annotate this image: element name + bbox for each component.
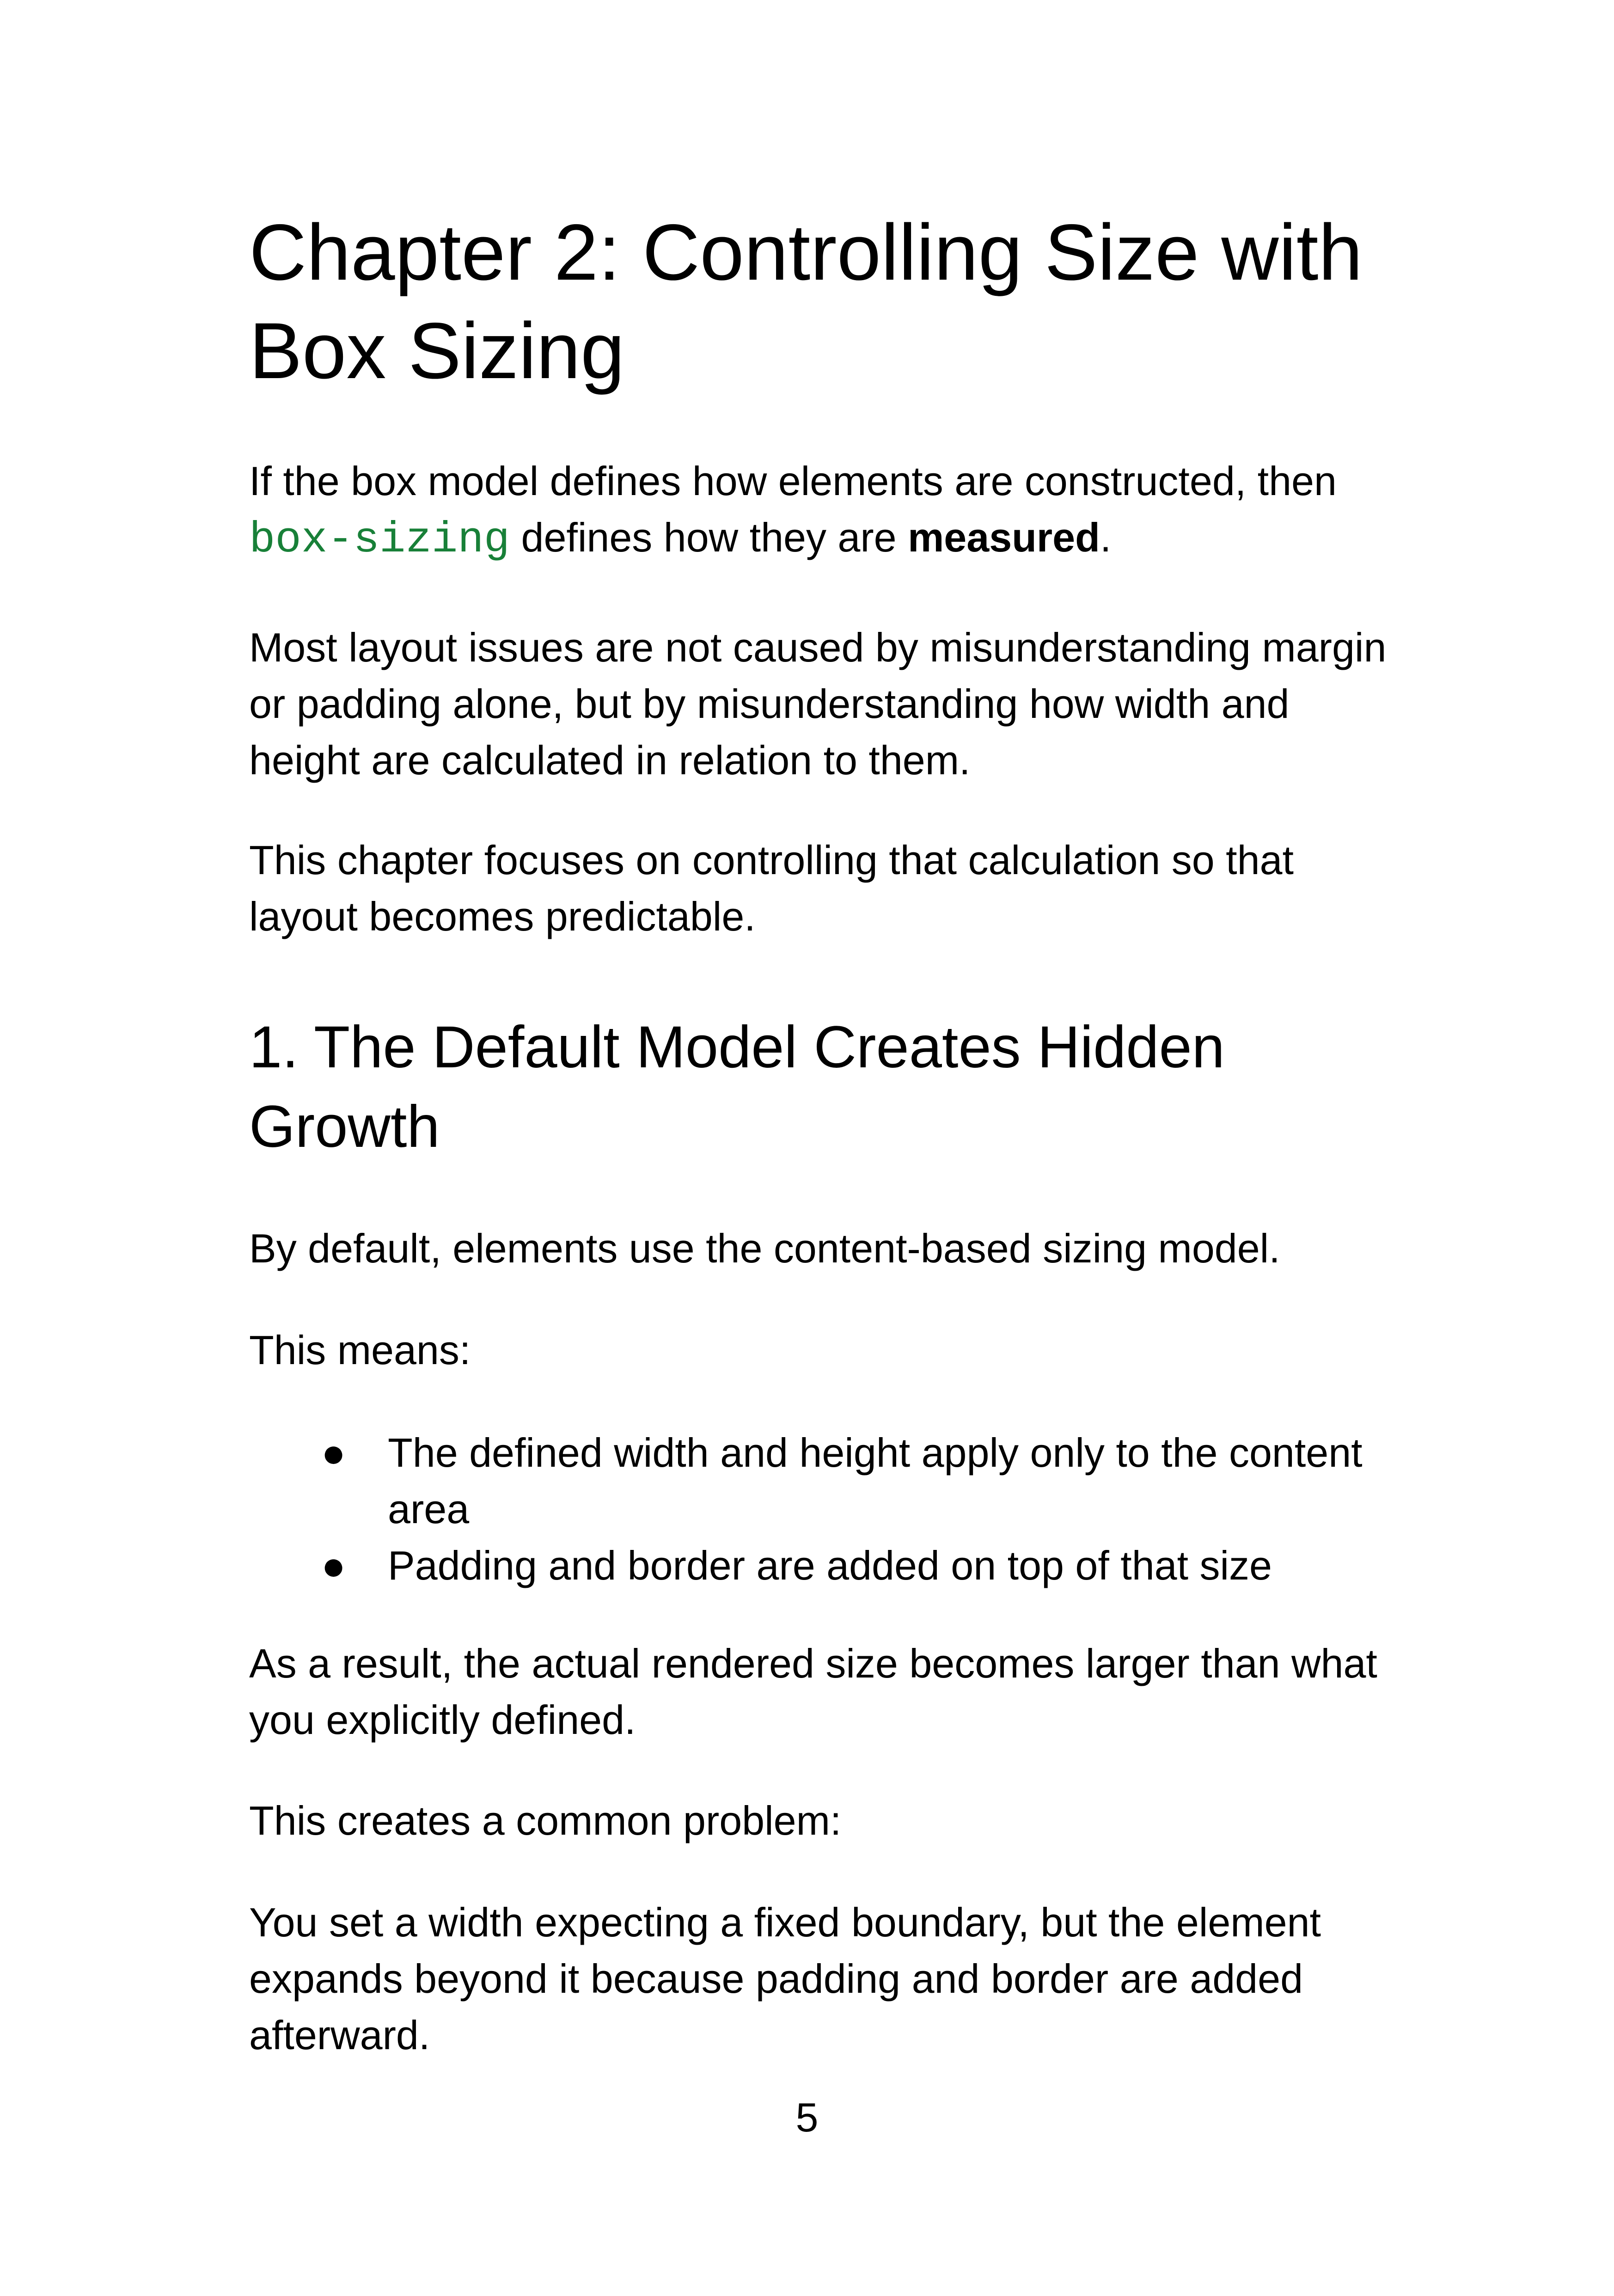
bullet-icon: ● [321, 1430, 346, 1476]
problem-paragraph: This creates a common problem: [249, 1798, 842, 1843]
list-item [249, 1537, 1395, 1594]
expanding-paragraph: You set a width expecting a fixed boundary, but the element expands beyond it because padding and border are added afterward. [249, 1899, 1321, 2058]
bullet-list [249, 1425, 1395, 1594]
chapter-title: Chapter 2: Controlling Size with Box Sizing [249, 208, 1363, 395]
result-paragraph: As a result, the actual rendered size becomes larger than what you explicitly defined. [249, 1641, 1377, 1743]
section-1-title: 1. The Default Model Creates Hidden Growth [249, 1014, 1225, 1160]
bullet-icon: ● [321, 1543, 346, 1588]
list-item-text: Padding and border are added on top of that size [388, 1543, 1272, 1588]
intro-text-middle: defines how they are [510, 514, 908, 560]
measured-bold: measured [908, 514, 1100, 560]
list-item [249, 1425, 1395, 1537]
default-model-paragraph: By default, elements use the content-based sizing model. [249, 1225, 1280, 1271]
list-item-text: The defined width and height apply only to the content area [388, 1430, 1363, 1532]
box-sizing-code: box-sizing [249, 516, 510, 565]
intro-paragraph [249, 453, 1395, 569]
chapter-focus-paragraph: This chapter focuses on controlling that calculation so that layout becomes predictable. [249, 837, 1294, 939]
intro-text-end: . [1100, 514, 1112, 560]
page-number: 5 [795, 2094, 819, 2140]
intro-text-start: If the box model defines how elements are constructed, then [249, 458, 1337, 504]
layout-issues-paragraph: Most layout issues are not caused by misunderstanding margin or padding alone, but by misunderstanding how width and height are calculated in relation to them. [249, 625, 1387, 783]
this-means-paragraph: This means: [249, 1327, 471, 1373]
